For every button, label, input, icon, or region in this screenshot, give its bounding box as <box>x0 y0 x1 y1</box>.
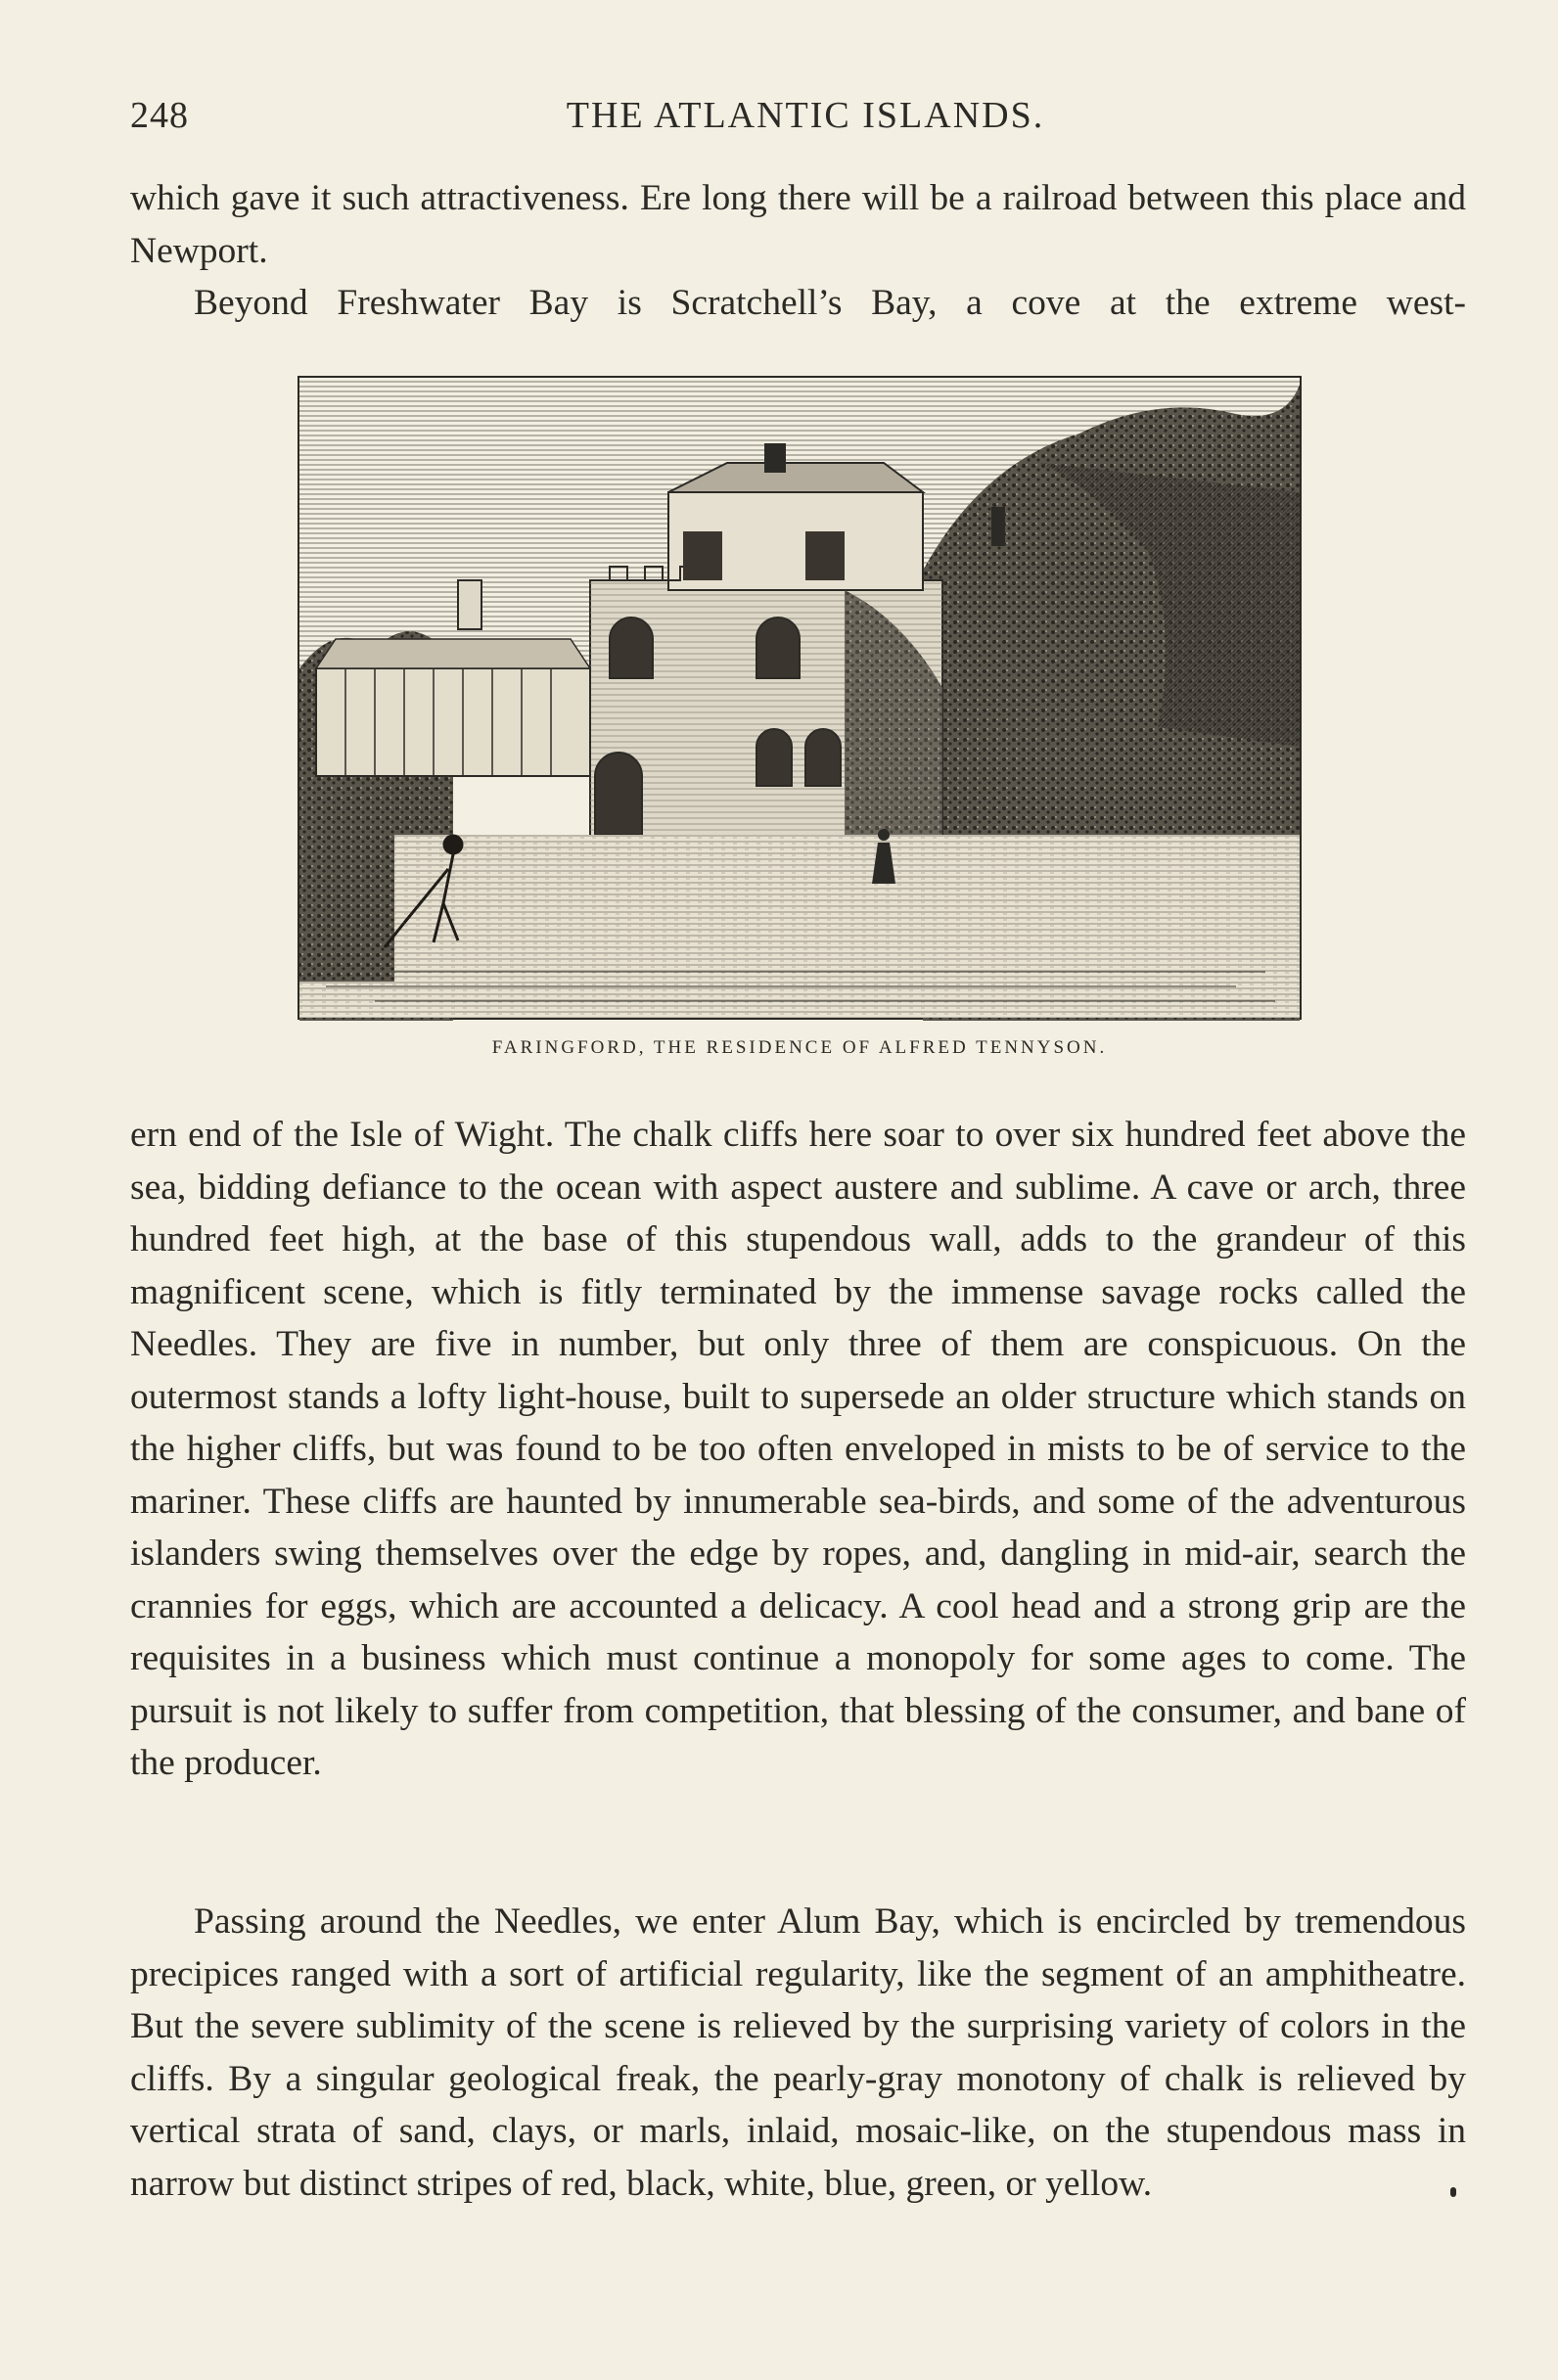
running-title: THE ATLANTIC ISLANDS. <box>566 95 1045 136</box>
page-header <box>130 94 1481 153</box>
paragraph-needles: ern end of the Isle of Wight. The chalk cliffs here soar to over six hundred feet above the sea, bidding defiance to the ocean with aspect austere and sublime. A cave or arch, three hundred feet high, at the base of this stupendous wall, adds to the grandeur of this magnificent scene, which is fitly terminated by the immense savage rocks called the Needles. They are five in number, but only three of them are conspicuous. On the outermost stands a lofty light-house, built to supersede an older structure which stands on the higher cliffs, but was found to be too often enveloped in mists to be of service to the mariner. These cliffs are haunted by innumerable sea-birds, and some of the adventurous islanders swing themselves over the edge by ropes, and, dangling in mid-air, search the crannies for eggs, which are accounted a delicacy. A cool head and a strong grip are the requisites in a business which must continue a monopoly for some ages to come. The pursuit is not likely to suffer from competition, that blessing of the consumer, and bane of the producer. <box>130 1115 1466 1783</box>
engraving-illustration <box>297 375 1303 1021</box>
paragraph-alum-bay: Passing around the Needles, we enter Alum Bay, which is encircled by tremendous precipices ranged with a sort of artificial regularity, like the segment of an amphitheatre. But the severe sublimity of the scene is relieved by the surprising variety of colors in the cliffs. By a singular geological freak, the pearly-gray monotony of chalk is relieved by vertical strata of sand, clays, or marls, inlaid, mosaic-like, on the stupendous mass in narrow but distinct stripes of red, black, white, blue, green, or yellow. <box>130 1901 1466 2204</box>
figure-caption: FARINGFORD, THE RESIDENCE OF ALFRED TENNYSON. <box>491 1037 1108 1058</box>
paragraph-intro: which gave it such attractiveness. Ere long there will be a railroad between this place and Newport. <box>130 178 1466 271</box>
engraving-faringford <box>297 375 1303 1021</box>
page-number: 248 <box>130 95 189 136</box>
paragraph-scratchells-bay: Beyond Freshwater Bay is Scratchell’s Bay, a cove at the extreme west- <box>194 283 1466 323</box>
ink-mark <box>1450 2187 1456 2197</box>
